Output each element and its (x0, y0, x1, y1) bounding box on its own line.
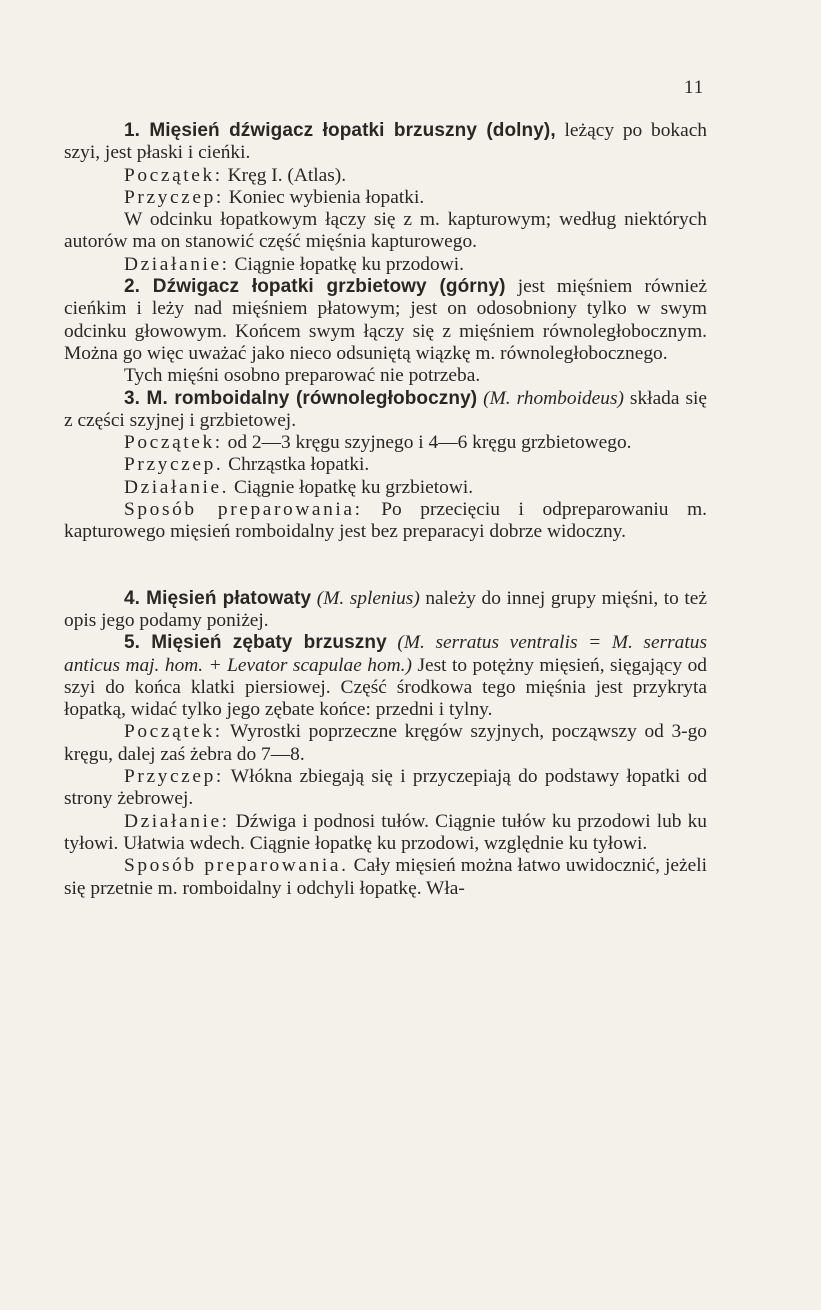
paragraph-14: 5. Mięsień zębaty brzuszny (M. serratus ventralis = M. serratus anticus maj. hom. + Levator scapulae hom.) Jest to potężny mięsień, sięgający od szyi do końca klatki piersiowej. Część środkowa tego mięśnia jest przykryta łopatką, widać tylko jego zębate końce: przedni i tylny. (64, 632, 708, 721)
paragraph-9: Początek: od 2—3 kręgu szyjnego i 4—6 kręgu grzbietowego. (124, 432, 632, 454)
paragraph-13: 4. Mięsień płatowaty (M. splenius) należy do innej grupy mięśni, to też opis jego podamy poniżej. (64, 587, 708, 631)
page-body (64, 120, 707, 900)
heading-3: 3. M. romboidalny (równoległoboczny) (124, 387, 478, 409)
paragraph-7: Tych mięśni osobno preparować nie potrzeba. (124, 365, 481, 387)
paragraph-5: Działanie: Ciągnie łopatkę ku przodowi. (124, 253, 464, 275)
paragraph-11: Działanie. Ciągnie łopatkę ku grzbietowi. (124, 476, 474, 498)
paragraph-4: W odcinku łopatkowym łączy się z m. kapturowym; według niektórych autorów ma on stanowić część mięśnia kapturowego. (64, 209, 707, 253)
paragraph-17: Działanie: Dźwiga i podnosi tułów. Ciągnie tułów ku przodowi lub ku tyłowi. Ułatwia wdech. Ciągnie łopatkę ku przodowi, względnie ku tyłowi. (64, 810, 707, 854)
page-number: 11 (684, 77, 705, 98)
heading-5: 5. Mięsień zębaty brzuszny (124, 632, 387, 654)
heading-1: 1. Mięsień dźwigacz łopatki brzuszny (dolny), (124, 120, 556, 141)
paragraph-16: Przyczep: Włókna zbiegają się i przyczepiają do podstawy łopatki od strony żebrowej. (64, 766, 707, 810)
paragraph-2: Początek: Kręg I. (Atlas). (124, 164, 347, 186)
paragraph-15: Początek: Wyrostki poprzeczne kręgów szyjnych, począwszy od 3-go kręgu, dalej zaś żebra do 7—8. (64, 721, 707, 765)
paragraph-1: 1. Mięsień dźwigacz łopatki brzuszny (dolny), leżący po bokach szyi, jest płaski i cieńki. (64, 120, 708, 164)
paragraph-3: Przyczep: Koniec wybienia łopatki. (124, 186, 425, 208)
paragraph-10: Przyczep. Chrząstka łopatki. (124, 454, 370, 476)
paragraph-12: Sposób preparowania: Po przecięciu i odpreparowaniu m. kapturowego mięsień romboidalny jest bez preparacyi dobrze widoczny. (64, 499, 708, 543)
paragraph-8: 3. M. romboidalny (równoległoboczny) (M. rhomboideus) składa się z części szyjnej i grzbietowej. (64, 387, 707, 431)
heading-2: 2. Dźwigacz łopatki grzbietowy (górny) (124, 276, 506, 298)
heading-4: 4. Mięsień płatowaty (124, 587, 312, 609)
paragraph-18: Sposób preparowania. Cały mięsień można łatwo uwidocznić, jeżeli się przetnie m. romboidalny i odchyli łopatkę. Wła- (64, 855, 707, 899)
section-gap (64, 544, 707, 588)
paragraph-6: 2. Dźwigacz łopatki grzbietowy (górny) jest mięśniem również cieńkim i leży nad mięśniem płatowym; jest on odosobniony tylko w swym odcinku głowowym. Końcem swym łączy się z mięśniem równoległobocznym. Można go więc uważać jako nieco odsuniętą wiązkę m. równoległobocznego. (64, 276, 707, 364)
